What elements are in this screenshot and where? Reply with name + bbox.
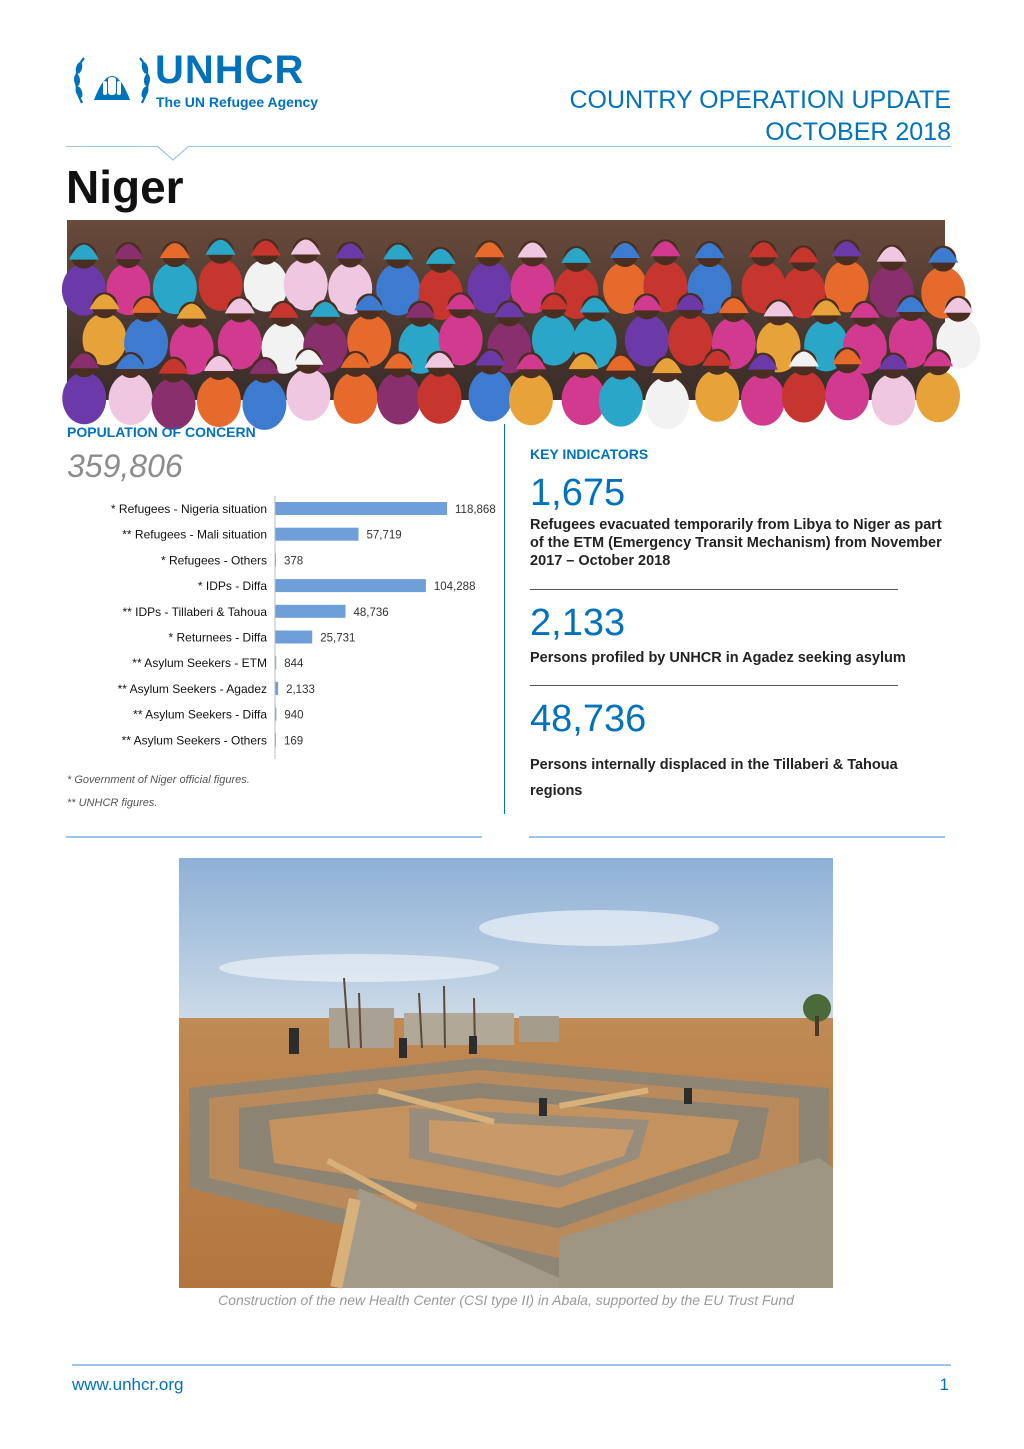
population-total: 359,806 — [67, 448, 183, 484]
key-indicators-title: KEY INDICATORS — [530, 446, 649, 462]
bar-category-label: ** Refugees - Mali situation — [122, 527, 267, 542]
report-date: OCTOBER 2018 — [765, 118, 951, 146]
bar-category-label: * Returnees - Diffa — [168, 630, 267, 645]
population-bar-chart — [66, 496, 496, 756]
population-bar — [275, 502, 447, 515]
indicator-value: 48,736 — [530, 698, 647, 740]
population-bar — [275, 528, 359, 541]
indicator-value: 2,133 — [530, 602, 626, 644]
population-bar — [275, 631, 312, 644]
indicator-divider — [530, 589, 898, 590]
photo-caption: Construction of the new Health Center (CSI type II) in Abala, supported by the EU Trust Fund — [218, 1292, 794, 1308]
bar-category-label: * Refugees - Nigeria situation — [110, 502, 267, 516]
column-divider — [504, 424, 505, 814]
bar-category-label: ** Asylum Seekers - Diffa — [133, 707, 267, 722]
bar-value-label: 48,736 — [353, 606, 389, 619]
indicator-value: 1,675 — [530, 472, 626, 514]
bar-value-label: 25,731 — [320, 632, 356, 645]
bar-category-label: ** Asylum Seekers - Agadez — [117, 681, 267, 696]
footer-website-link[interactable]: www.unhcr.org — [72, 1375, 184, 1394]
bar-value-label: 104,288 — [433, 581, 476, 594]
construction-photo — [179, 858, 833, 1288]
page-title: Niger — [66, 161, 184, 213]
bar-category-label: * Refugees - Others — [160, 553, 267, 568]
footer-divider — [72, 1364, 951, 1366]
logo-tagline: The UN Refugee Agency — [156, 94, 319, 110]
laurel-emblem-icon — [72, 48, 152, 114]
bar-category-label: ** Asylum Seekers - ETM — [132, 656, 267, 671]
indicator-description: Persons internally displaced in the Tillaberi & Tahoua regions — [530, 757, 898, 799]
bar-category-label: ** Asylum Seekers - Others — [121, 733, 267, 748]
bar-value-label: 378 — [284, 555, 304, 568]
population-title: POPULATION OF CONCERN — [67, 424, 256, 440]
hero-photo — [67, 220, 945, 400]
footnote-unhcr: ** UNHCR figures. — [67, 797, 158, 809]
indicator-divider — [530, 685, 898, 686]
header-divider — [66, 146, 951, 147]
indicator-description: Refugees evacuated temporarily from Libya to Niger as part of the ETM (Emergency Transit Mechanism) from November 2017 – October 2018 — [530, 517, 942, 569]
bar-value-label: 118,868 — [455, 504, 496, 516]
report-type: COUNTRY OPERATION UPDATE — [569, 86, 951, 114]
bar-category-label: * IDPs - Diffa — [197, 579, 267, 594]
footnote-government: * Government of Niger official figures. — [67, 774, 250, 786]
bar-category-label: ** IDPs - Tillaberi & Tahoua — [122, 604, 267, 619]
bar-value-label: 57,719 — [366, 529, 402, 542]
population-bar — [275, 579, 426, 592]
population-bar — [275, 605, 346, 618]
right-section-rule — [529, 836, 945, 838]
bar-value-label: 2,133 — [286, 683, 315, 696]
page-number: 1 — [939, 1375, 949, 1394]
bar-value-label: 169 — [284, 735, 304, 748]
indicator-description: Persons profiled by UNHCR in Agadez seeking asylum — [530, 650, 906, 666]
bar-value-label: 940 — [284, 709, 304, 722]
logo-wordmark: UNHCR — [155, 48, 305, 92]
bar-value-label: 844 — [284, 658, 304, 671]
left-section-rule — [66, 836, 482, 838]
